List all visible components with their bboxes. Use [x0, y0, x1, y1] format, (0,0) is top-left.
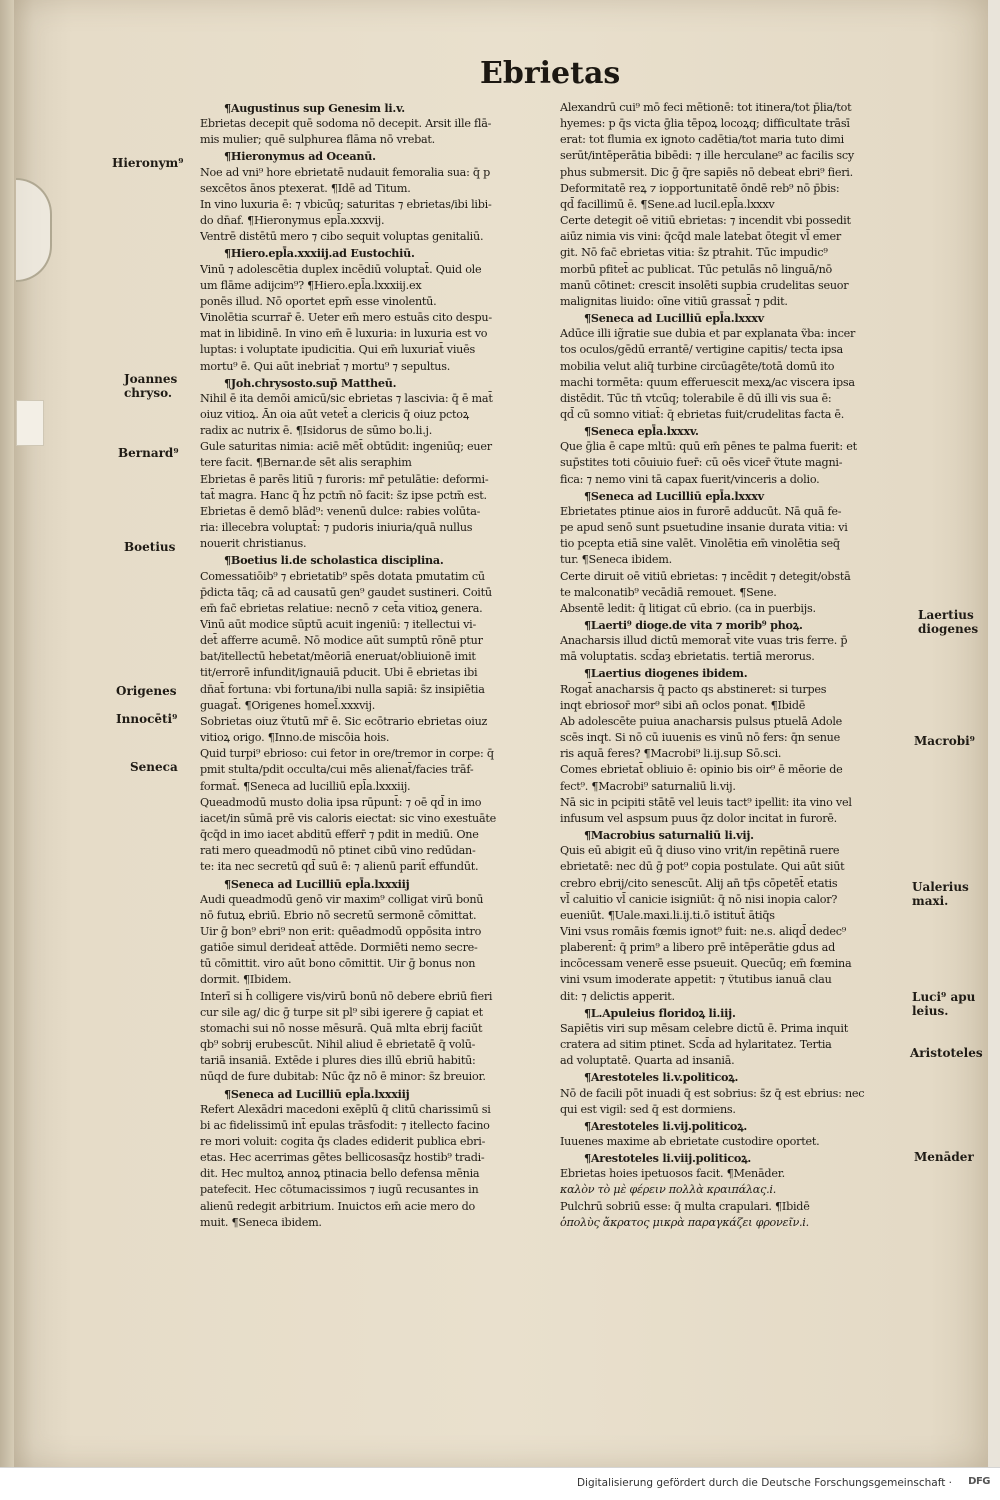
- margin-author-note: Bernard⁹: [118, 446, 179, 460]
- text-line: rati mero queadmodū nō ptinet cibū vino redūdan-: [200, 844, 476, 858]
- text-line: serūt/intēperātia bibēdi: ⁊ ille herculane⁹ ac facilis scy: [560, 149, 854, 163]
- text-line: q̄cq̄d in imo iacet abditū efferr̄ ⁊ pdit in mediū. One: [200, 828, 479, 842]
- text-line: Nā sic in pcipiti stātē vel leuis tact⁹ ipellit: ita vino vel: [560, 795, 852, 809]
- text-line: Vini vsus romāis fœmis ignot⁹ fuit: ne.s. aliqd̄ dedec⁹: [560, 924, 847, 938]
- text-line: Pulchrū sobriū esse: q̄ multa crapulari. ¶Ibidē: [560, 1199, 810, 1213]
- text-line: ponēs illud. Nō oportet epm̄ esse vinolentū.: [200, 294, 437, 308]
- section-heading: ¶Arestoteles li.v.politicoꝝ.: [584, 1070, 739, 1085]
- text-line: ebrietatē: nec dū ḡ pot⁹ copia postulate. Qui aūt siūt: [560, 860, 845, 874]
- book-binding: [0, 0, 14, 1467]
- text-line: alienū redegit arbitrium. Inuictos em̄ acie mero do: [200, 1199, 476, 1213]
- text-line: morbū pfitet̄ ac publicat. Tūc petulās nō linguā/nō: [560, 262, 833, 276]
- text-line: erat: tot flumia ex ignoto cadētia/tot maria tuto dimi: [560, 133, 844, 147]
- text-line: malignitas liuido: oīne vitiū grassat̄ ⁊ pdit.: [560, 294, 788, 308]
- text-line: Vinū aūt modice sūptū acuit ingeniū: ⁊ itellectui vi-: [200, 618, 477, 631]
- text-line: Anacharsis illud dictū memorat̄ vite vuas tris ferre. p̄: [560, 634, 848, 648]
- text-line: oiuz vitioꝝ. Ān oia aūt vetet̄ a clericis q̄ oiuz pctoꝝ: [200, 407, 469, 421]
- text-line: nūqd de fure dubitab: Nūc q̄z nō ē minor: s̄z breuior.: [200, 1070, 486, 1084]
- margin-author-note: Joannes chryso.: [124, 372, 178, 400]
- section-heading: ¶Seneca ad Lucilliū epl̄a.lxxxv: [584, 311, 764, 326]
- text-line: mā voluptatis. scd̄aȝ ebrietatis. tertiā merorus.: [560, 650, 815, 664]
- text-line: do dn̄af. ¶Hieronymus epl̄a.xxxvij.: [200, 214, 385, 228]
- text-line: gatiōe simul derideat̄ attēde. Dormiēti nemo secre-: [200, 941, 478, 955]
- text-line: mortu⁹ ē. Qui aūt inebriat̄ ⁊ mortu⁹ ⁊ sepultus.: [200, 359, 451, 373]
- text-line: distēdit. Tūc tn̄ vtcūq; tolerabile ē dū illi vis sua ē:: [560, 391, 832, 405]
- section-heading: ¶Seneca ad Lucilliū epl̄a.lxxxiij: [224, 876, 410, 891]
- text-line: Quis eū abigit eū q̄ diuso vino vrit/in repētinā ruere: [560, 844, 840, 858]
- margin-author-note: Origenes: [116, 684, 177, 698]
- text-line: Que ḡlia ē cape mltū: quū em̄ pēnes te palma fuerit: et: [560, 440, 857, 454]
- text-line: Audi queadmodū genō vir maxim⁹ colligat virū bonū: [200, 892, 484, 906]
- text-line: Vinolētia scurrar̄ ē. Ueter em̄ mero estuās cito despu-: [200, 311, 492, 325]
- text-line: In vino luxuria ē: ⁊ vbicūq; saturitas ⁊ ebrietas/ibi libi-: [200, 197, 492, 211]
- text-line: dn̄at̄ fortuna: vbi fortuna/ibi nulla sapiā: s̄z insipiētia: [200, 682, 485, 696]
- text-line: aiūz nimia vis vini: q̄cq̄d male latebat ōtegit vl̄ emer: [560, 230, 841, 244]
- section-heading: ¶Seneca epl̄a.lxxxv.: [584, 424, 699, 439]
- text-line: Rogat̄ anacharsis q̄ pacto qs abstineret: si turpes: [560, 682, 827, 696]
- text-line: Sapiētis viri sup mēsam celebre dictū ē. Prima inquit: [560, 1021, 848, 1035]
- text-line: vitioꝝ origo. ¶Inno.de miscōia hois.: [200, 731, 390, 745]
- text-line: mobilia velut aliq̄ turbine circūagēte/totā domū ito: [560, 359, 835, 373]
- text-line: patefecit. Hec cōtumacissimos ⁊ iugū recusantes in: [200, 1183, 479, 1197]
- text-line: sup̄stites toti cōuiuio fuer̄: cū oēs vicer̄ ṽtute magni-: [560, 456, 843, 470]
- text-line: um flāme adijcim⁹? ¶Hiero.epl̄a.lxxxiij.ex: [200, 278, 422, 292]
- text-line: Noe ad vni⁹ hore ebrietatē nudauit femoralia sua: q̄ p: [200, 165, 491, 179]
- text-line: manū cōtinet: crescit insolēti supbia crudelitas seuor: [560, 278, 849, 292]
- text-line: Certe detegit oē vitiū ebrietas: ⁊ incendit vbi possedit: [560, 214, 851, 228]
- text-line: tere facit. ¶Bernar.de sēt alis seraphim: [200, 456, 412, 470]
- margin-author-note: Seneca: [130, 760, 178, 774]
- text-line: Uir ḡ bon⁹ ebri⁹ non erit: quēadmodū oppōsita intro: [200, 924, 482, 938]
- section-heading: ¶L.Apuleius floridoꝝ li.iij.: [584, 1005, 736, 1020]
- text-line: tur. ¶Seneca ibidem.: [560, 553, 672, 567]
- text-line: mat in libidinē. In vino em̄ ē luxuria: in luxuria est vo: [200, 327, 488, 341]
- text-line: ὁπολὺς ἄκρατος μικρὰ παραγκάζει φρονεῖν.i.: [560, 1215, 809, 1229]
- text-line: stomachi sui nō nosse mēsurā. Quā mlta ebrij faciūt: [200, 1021, 483, 1035]
- text-line: incōcessam venerē esse psueuit. Quecūq; em̄ fœmina: [560, 957, 852, 971]
- text-line: Refert Alexādri macedoni exēplū q̄ clitū charissimū si: [200, 1102, 491, 1116]
- text-line: Ebrietas ē demō blād⁹: venenū dulce: rabies volūta-: [200, 504, 481, 518]
- text-line: iacet/in sūmā prē vis caloris eiectat: sic vino exestuāte: [200, 811, 497, 825]
- text-line: Ebrietas ē parēs litiū ⁊ furoris: mr̄ petulātie: deformi-: [200, 472, 489, 486]
- text-line: tio pcepta etiā sine valēt. Vinolētia em̄ vinolētia seq̄: [560, 537, 840, 551]
- text-line: em̄ fac̄ ebrietas relatiue: necnō ⁊ cet̄a vitioꝝ genera.: [200, 601, 483, 615]
- text-line: Gule saturitas nimia: aciē mēt̄ obtūdit: ingeniūq; euer: [200, 440, 492, 454]
- margin-author-note: Laertius diogenes: [918, 608, 979, 636]
- text-line: Ventrē distētū mero ⁊ cibo sequit voluptas genitaliū.: [200, 230, 484, 244]
- margin-author-note: Menāder: [914, 1150, 974, 1164]
- paper-clip: [16, 178, 52, 282]
- text-line: dit. Hec multoꝝ annoꝝ ptinacia bello defensa mēnia: [200, 1167, 480, 1181]
- section-heading: ¶Augustinus sup Genesim li.v.: [224, 101, 405, 115]
- text-line: nouerit christianus.: [200, 537, 307, 551]
- text-line: Ebrietates ptinue aios in furorē adducūt. Nā quā fe-: [560, 504, 842, 518]
- text-line: p̄dicta tāq; cā ad causatū gen⁹ gaudet sustineri. Coitū: [200, 585, 492, 599]
- text-line: Deformitatē reꝝ ⁊ iopportunitatē ōndē reb⁹ nō p̄bis:: [560, 181, 840, 195]
- text-line: cratera ad sitim ptinet. Scd̄a ad hylaritatez. Tertia: [560, 1038, 832, 1052]
- text-line: plaberent̄: q̄ prim⁹ a libero prē intēperātie gdus ad: [560, 941, 835, 955]
- section-heading: ¶Macrobius saturnaliū li.vij.: [584, 828, 754, 843]
- text-line: Nō de facili pōt inuadi q̄ est sobrius: s̄z q̄ est ebrius: nec: [560, 1086, 865, 1100]
- text-line: Iuuenes maxime ab ebrietate custodire oportet.: [560, 1135, 820, 1148]
- text-line: Ebrietas hoies ipetuosos facit. ¶Menāder.: [560, 1167, 785, 1181]
- text-line: ris aquā feres? ¶Macrobi⁹ li.ij.sup Sō.sci.: [560, 747, 782, 761]
- margin-author-note: Ualerius maxi.: [912, 880, 969, 908]
- text-line: tit/errorē infundit/ignauiā pducit. Ubi ē ebrietas ibi: [200, 666, 478, 680]
- footer-bar: [0, 1467, 1000, 1500]
- text-line: vini vsum imoderate appetit: ⁊ ṽtutibus ianuā clau: [560, 973, 832, 987]
- text-line: Vinū ⁊ adolescētia duplex incēdiū voluptat̄. Quid ole: [200, 262, 482, 276]
- text-line: tariā insaniā. Extēde i plures dies illū ebriū habitū:: [200, 1054, 476, 1068]
- text-line: Comes ebrietat̄ obliuio ē: opinio bis oir⁹ ē mēorie de: [560, 763, 843, 777]
- text-line: ria: illecebra voluptat̄: ⁊ pudoris iniuria/quā nullus: [200, 521, 473, 535]
- text-line: machi tormēta: quum efferuescit mexꝝ/ac viscera ipsa: [560, 375, 855, 389]
- text-line: re mori voluit: cogita q̄s clades ediderit publica ebri-: [200, 1135, 486, 1148]
- text-line: pe apud senō sunt psuetudine insanie durata vitia: vi: [560, 521, 848, 535]
- text-line: Comessatiōib⁹ ⁊ ebrietatib⁹ spēs dotata pmutatim cū: [200, 569, 485, 583]
- margin-author-note: Aristoteles: [910, 1046, 983, 1060]
- text-line: Absentē ledit: q̄ litigat cū ebrio. (ca in puerbijs.: [560, 601, 816, 615]
- text-line: muit. ¶Seneca ibidem.: [200, 1215, 322, 1229]
- margin-author-note: Macrobi⁹: [914, 734, 975, 748]
- page-title: Ebrietas: [480, 56, 621, 91]
- right-text-column: [560, 100, 910, 1231]
- section-heading: ¶Laertius diogenes ibidem.: [584, 666, 748, 681]
- text-line: git. Nō fac̄ ebrietas vitia: s̄z ptrahit. Tūc impudic⁹: [560, 246, 828, 260]
- text-line: qui est vigil: sed q̄ est dormiens.: [560, 1102, 736, 1116]
- section-heading: ¶Laerti⁹ dioge.de vita ⁊ morib⁹ phoꝝ.: [584, 618, 803, 632]
- page-tab-marker: [16, 400, 44, 446]
- section-heading: ¶Arestoteles li.viij.politicoꝝ.: [584, 1151, 752, 1166]
- text-line: te: ita nec secretū qd̄ suū ē: ⁊ alienū parit̄ effundūt.: [200, 860, 479, 874]
- text-line: crebro ebrij/cito senescūt. Alij an̄ tp̄s cōpetēt̄ etatis: [560, 876, 838, 890]
- text-line: qd̄ cū somno vitiat̄: q̄ ebrietas fuit/crudelitas facta ē.: [560, 407, 845, 421]
- text-line: format̄. ¶Seneca ad lucilliū epl̄a.lxxxiij.: [200, 779, 411, 793]
- text-line: Adūce illi ig̃ratie sue dubia et par explanata ṽba: incer: [560, 327, 856, 341]
- margin-author-note: Innocēti⁹: [116, 712, 178, 726]
- text-line: pmit stulta/pdit occulta/cui mēs alienat̄/facies trāf-: [200, 763, 474, 777]
- text-line: sexcētos ānos ptexerat. ¶Idē ad Titum.: [200, 181, 411, 195]
- text-line: Queadmodū musto dolia ipsa rūpunt̄: ⁊ oē qd̄ in imo: [200, 795, 482, 809]
- left-text-column: [200, 100, 552, 1231]
- text-line: bi ac fidelissimū int̄ epulas trāsfodit: ⁊ itellecto facino: [200, 1118, 490, 1132]
- text-line: tos oculos/gēdū errantē/ vertigine capitis/ tecta ipsa: [560, 343, 843, 357]
- margin-author-note: Hieronym⁹: [112, 156, 184, 170]
- text-line: vl̄ caluitio vl̄ canicie isigniūt: q̄ nō nisi inopia calor?: [560, 892, 838, 906]
- text-line: dormit. ¶Ibidem.: [200, 973, 292, 987]
- text-line: guagat̄. ¶Origenes homel̄.xxxvij.: [200, 698, 376, 712]
- text-line: fica: ⁊ nemo vini tā capax fuerit/vinceris a dolio.: [560, 472, 820, 486]
- text-line: cur sile ag/ dic ḡ turpe sit pl⁹ sibi igerere ḡ capiat et: [200, 1005, 483, 1019]
- text-line: phus submersit. Dic ḡ q̄re sapiēs nō debeat ebri⁹ fieri.: [560, 165, 853, 179]
- footer-credit: Digitalisierung gefördert durch die Deutsche Forschungsgemeinschaft ·: [576, 1477, 952, 1489]
- text-line: Certe diruit oē vitiū ebrietas: ⁊ incēdit ⁊ detegit/obstā: [560, 569, 851, 583]
- section-heading: ¶Hieronymus ad Oceanū.: [224, 149, 376, 164]
- text-line: qb⁹ sobrij erubescūt. Nihil aliud ē ebrietatē q̄ volū-: [200, 1038, 476, 1052]
- text-line: qd̄ facillimū ē. ¶Sene.ad lucil.epl̄a.lxxxv: [560, 197, 775, 211]
- text-line: infusum vel aspsum puus q̄z dolor incitat in furorē.: [560, 811, 837, 825]
- section-heading: ¶Hiero.epl̄a.xxxiij.ad Eustochiū.: [224, 246, 415, 261]
- text-line: tat̄ magra. Hanc q̄ h̄z pctm̄ nō facit: s̄z ipse pctm̄ est.: [200, 488, 487, 502]
- text-line: Nihil ē ita demōi amicū/sic ebrietas ⁊ lascivia: q̄ ē mat̄: [200, 391, 493, 405]
- text-line: eueniūt. ¶Uale.maxi.li.ij.ti.ō istitut̄ ātiq̄s: [560, 908, 775, 922]
- section-heading: ¶Seneca ad Lucilliū epl̄a.lxxxv: [584, 488, 764, 503]
- text-line: Ab adolescēte puiua anacharsis pulsus ptuelā Adole: [560, 714, 843, 728]
- text-line: Alexandrū cui⁹ mō feci mētionē: tot itinera/tot p̄lia/tot: [560, 101, 852, 114]
- dfg-logo: DFG: [968, 1476, 990, 1487]
- text-line: fect⁹. ¶Macrobi⁹ saturnaliū li.vij.: [560, 779, 736, 793]
- margin-author-note: Boetius: [124, 540, 176, 554]
- text-line: det̄ afferre acumē. Nō modice aūt sumptū rōnē ptur: [200, 634, 483, 648]
- text-line: inqt ebriosor̄ mor⁹ sibi an̄ oclos ponat. ¶Ibidē: [560, 698, 806, 712]
- text-line: dit: ⁊ delictis apperit.: [560, 989, 675, 1003]
- text-line: Quid turpi⁹ ebrioso: cui fetor in ore/tremor in corpe: q̄: [200, 747, 494, 761]
- section-heading: ¶Joh.chrysosto.sup̄ Mattheū.: [224, 375, 397, 390]
- section-heading: ¶Seneca ad Lucilliū epl̄a.lxxxiij: [224, 1086, 410, 1101]
- text-line: ad voluptatē. Quarta ad insaniā.: [560, 1054, 735, 1068]
- text-line: mis mulier; quē sulphurea flāma nō vrebat.: [200, 133, 435, 147]
- text-line: scēs inqt. Si nō cū iuuenis es vinū nō fers: q̄n senue: [560, 731, 841, 745]
- text-line: bat/itellectū hebetat/mēoriā eneruat/obliuionē imit: [200, 650, 476, 664]
- section-heading: ¶Arestoteles li.vij.politicoꝝ.: [584, 1118, 748, 1133]
- text-line: Sobrietas oiuz ṽtutū mr̄ ē. Sic ecōtrario ebrietas oiuz: [200, 714, 488, 728]
- text-line: nō futuꝝ ebriū. Ebrio nō secretū sermonē cōmittat.: [200, 908, 477, 922]
- margin-author-note: Luci⁹ apu leius.: [912, 990, 976, 1018]
- text-line: te malconatib⁹ vecādiā remouet. ¶Sene.: [560, 585, 777, 599]
- text-line: tū cōmittit. viro aūt bono cōmittit. Uir ḡ bonus non: [200, 957, 476, 971]
- text-line: hyemes: p q̄s victa ḡlia tēpoꝝ locoꝝq; difficultate trāsī: [560, 117, 850, 131]
- text-line: etas. Hec acerrimas gētes bellicosasq̄z hostib⁹ tradi-: [200, 1151, 485, 1165]
- text-line: radix ac nutrix ē. ¶Isidorus de sūmo bo.li.j.: [200, 424, 433, 438]
- text-line: Interī si h̄ colligere vis/virū bonū nō debere ebriū fieri: [200, 989, 493, 1003]
- text-line: Ebrietas decepit quē sodoma nō decepit. Arsit ille flā-: [200, 117, 492, 131]
- text-line: luptas: i voluptate ipudicitia. Qui em̄ luxuriat̄ viuēs: [200, 343, 475, 357]
- section-heading: ¶Boetius li.de scholastica disciplina.: [224, 553, 444, 568]
- text-line: καλὸν τὸ μὲ φέρειν πολλὰ κραιπάλας.i.: [560, 1183, 777, 1197]
